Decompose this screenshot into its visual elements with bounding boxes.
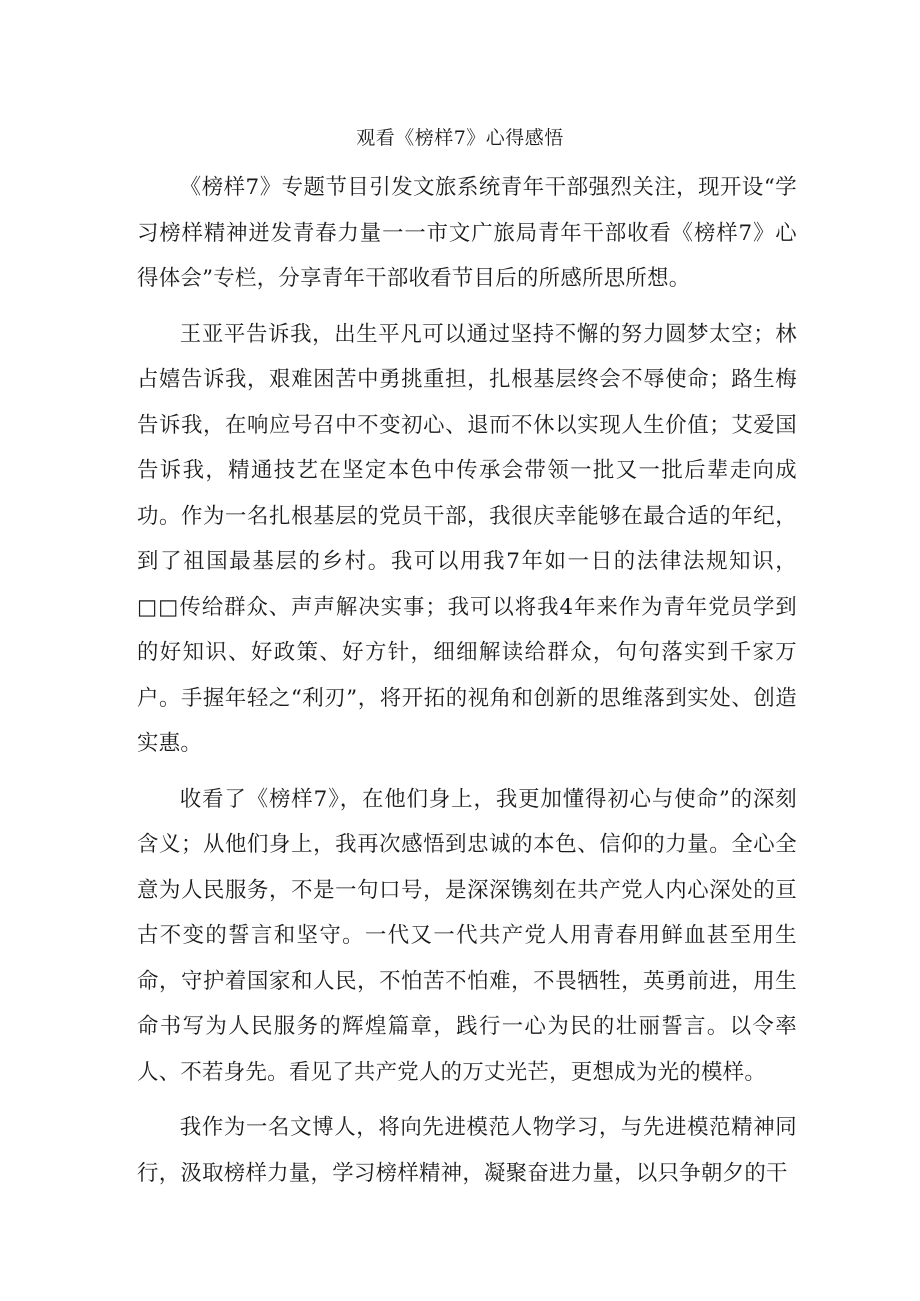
paragraph-intro: 《榜样7》专题节目引发文旅系统青年干部强烈关注，现开设“学习榜样精神迸发青春力量一一市文广旅局青年干部收看《榜样7》心得体会”专栏，分享青年干部收看节目后的所感所思所想。	[137, 175, 797, 291]
paragraph-role-models: 王亚平告诉我，出生平凡可以通过坚持不懈的努力圆梦太空；林占嬉告诉我，艰难困苦中勇挑重担，扎根基层终会不辱使命；路生梅告诉我，在响应号召中不变初心、退而不休以实现人生价值；艾爱国告诉我，精通技艺在坚定本色中传承会带领一批又一批后辈走向成功。作为一名扎根基层的党员干部，我很庆幸能够在最合适的年纪，到了祖国最基层的乡村。我可以用我7年如一日的法律法规知识，□□传给群众、声声解决实事；我可以将我4年来作为青年党员学到的好知识、好政策、好方针，细细解读给群众，句句落实到千家万户。手握年轻之“利刃”，将开拓的视角和创新的思维落到实处、创造实惠。	[137, 321, 797, 756]
document-title: 观看《榜样7》心得感悟	[356, 127, 564, 149]
paragraph-reflection: 收看了《榜样7》，在他们身上，我更加懂得初心与使命”的深刻含义；从他们身上，我再次感悟到忠诚的本色、信仰的力量。全心全意为人民服务，不是一句口号，是深深镌刻在共产党人内心深处的亘古不变的誓言和坚守。一代又一代共产党人用青春用鲜血甚至用生命，守护着国家和人民，不怕苦不怕难，不畏牺牲，英勇前进，用生命书写为人民服务的辉煌篇章，践行一心为民的壮丽誓言。以令率人、不若身先。看见了共产党人的万丈光芒，更想成为光的模样。	[137, 786, 797, 1085]
document-body	[137, 165, 797, 1206]
paragraph-commitment: 我作为一名文博人，将向先进模范人物学习，与先进模范精神同行，汲取榜样力量，学习榜样精神，凝聚奋进力量，以只争朝夕的干	[137, 1115, 797, 1186]
